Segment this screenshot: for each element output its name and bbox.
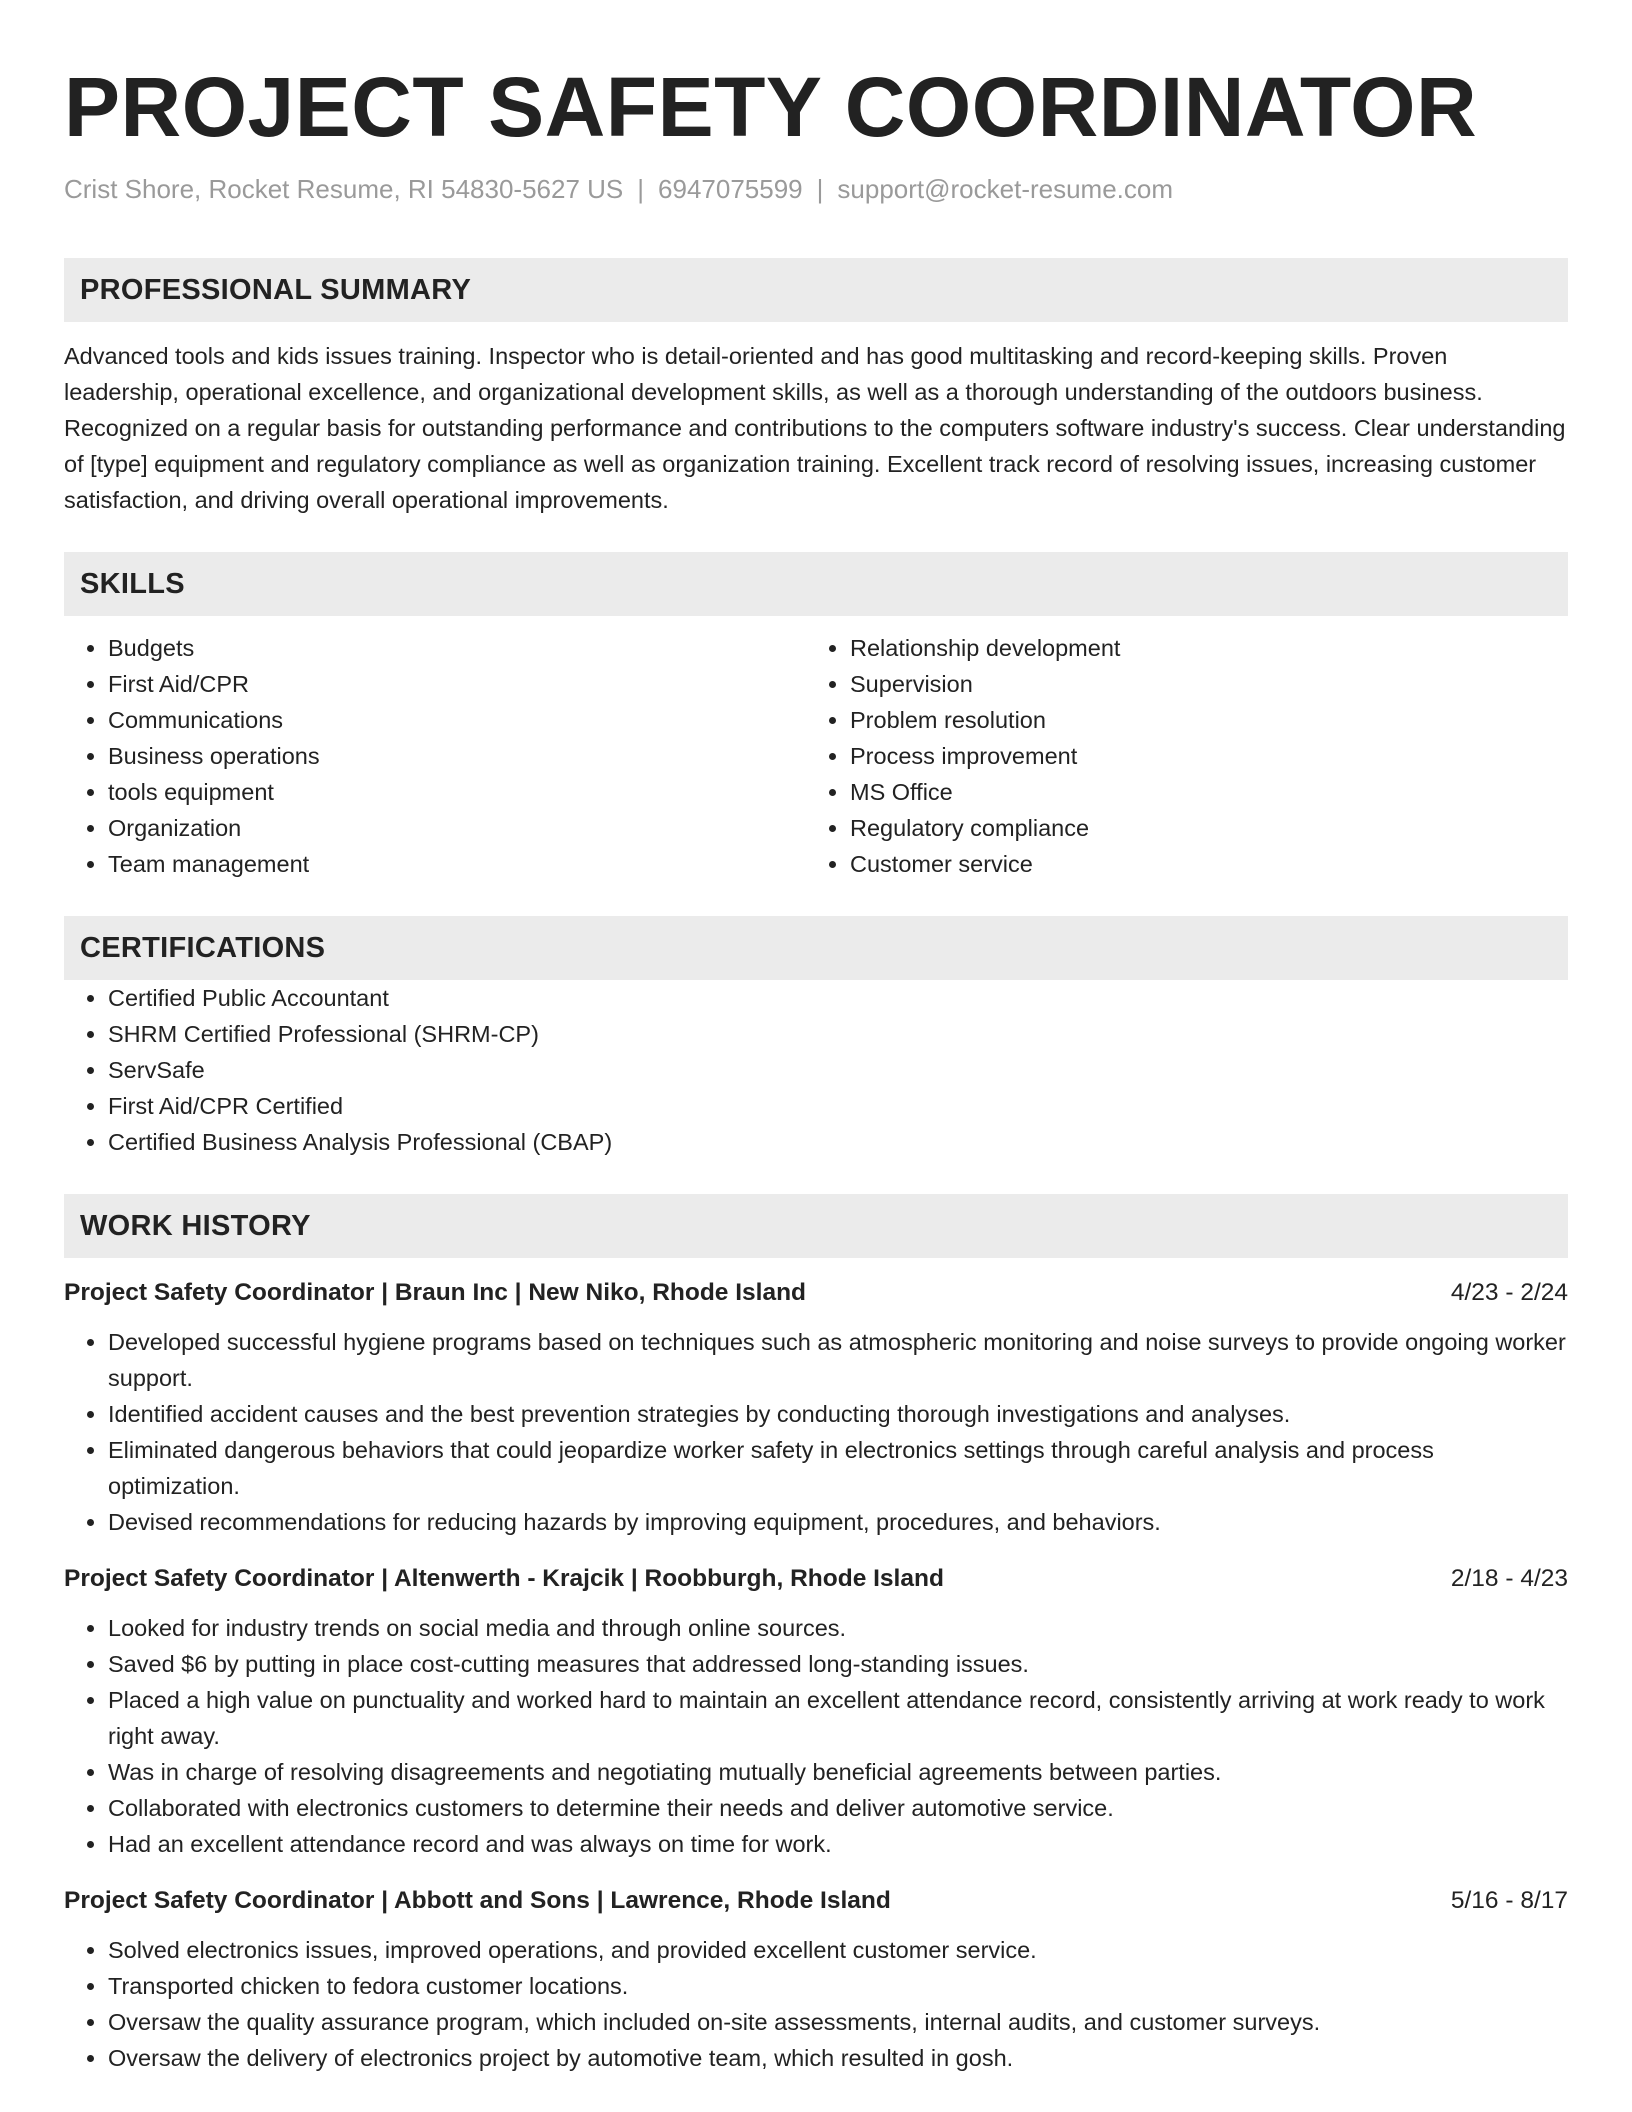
skills-list-right (806, 630, 1548, 882)
skill-item: • MS Office (850, 774, 1548, 810)
summary-text: Advanced tools and kids issues training. Inspector who is detail-oriented and has good multitasking and record-keeping skills. Proven leadership, operational excellence, and organizational development skills, as well as a thorough understanding of the outdoors business. Recognized on a regular basis for outstanding performance and contributions to the computers software industry's success. Clear understanding of [type] equipment and regulatory compliance as well as organization training. Excellent track record of resolving issues, increasing customer satisfaction, and driving overall operational improvements. (64, 343, 1566, 513)
job-dates: 2/18 - 4/23 (1450, 1565, 1568, 1592)
section-header-work-history: WORK HISTORY (64, 1194, 1568, 1258)
job-bullet: • Oversaw the quality assurance program, which included on-site assessments, internal audits, and customer surveys. (108, 2004, 1568, 2040)
skill-item: • Customer service (850, 846, 1548, 882)
contact-separator: | (816, 174, 824, 204)
job-bullet: • Devised recommendations for reducing hazards by improving equipment, procedures, and behaviors. (108, 1504, 1568, 1540)
job-entry (64, 1884, 1568, 2076)
job-bullets (64, 1932, 1568, 2076)
job-bullet: • Identified accident causes and the best prevention strategies by conducting thorough investigations and analyses. (108, 1396, 1568, 1432)
skill-item: • Relationship development (850, 630, 1548, 666)
job-title: Project Safety Coordinator | Altenwerth - Krajcik | Roobburgh, Rhode Island (64, 1565, 944, 1592)
section-header-summary: PROFESSIONAL SUMMARY (64, 258, 1568, 322)
skills-column-left (64, 630, 806, 882)
skill-item: • Team management (108, 846, 806, 882)
skill-item: • Business operations (108, 738, 806, 774)
certification-item: • SHRM Certified Professional (SHRM-CP) (108, 1016, 1568, 1052)
job-title: Project Safety Coordinator | Abbott and Sons | Lawrence, Rhode Island (64, 1887, 891, 1914)
skill-item: • Problem resolution (850, 702, 1548, 738)
job-dates: 4/23 - 2/24 (1450, 1279, 1568, 1306)
contact-line (64, 172, 1568, 206)
skill-item: • Communications (108, 702, 806, 738)
job-bullets (64, 1324, 1568, 1540)
skill-item: • tools equipment (108, 774, 806, 810)
certification-item: • Certified Public Accountant (108, 980, 1568, 1016)
skill-item: • Budgets (108, 630, 806, 666)
job-bullet: • Saved $6 by putting in place cost-cutting measures that addressed long-standing issues. (108, 1646, 1568, 1682)
job-bullet: • Had an excellent attendance record and was always on time for work. (108, 1826, 1568, 1862)
job-bullets (64, 1610, 1568, 1862)
section-header-skills: SKILLS (64, 552, 1568, 616)
job-bullet: • Transported chicken to fedora customer locations. (108, 1968, 1568, 2004)
section-header-certifications: CERTIFICATIONS (64, 916, 1568, 980)
job-bullet: • Solved electronics issues, improved operations, and provided excellent customer service. (108, 1932, 1568, 1968)
skills-list-left (64, 630, 806, 882)
skills-column-right (806, 630, 1548, 882)
certifications-list (64, 980, 1568, 1160)
certification-item: • First Aid/CPR Certified (108, 1088, 1568, 1124)
resume-name: PROJECT SAFETY COORDINATOR (64, 60, 1478, 154)
skill-item: • Organization (108, 810, 806, 846)
job-header (64, 1276, 1568, 1310)
job-dates: 5/16 - 8/17 (1450, 1887, 1568, 1914)
job-bullet: • Developed successful hygiene programs based on techniques such as atmospheric monitoring and noise surveys to provide ongoing worker support. (108, 1324, 1568, 1396)
job-bullet: • Eliminated dangerous behaviors that could jeopardize worker safety in electronics settings through careful analysis and process optimization. (108, 1432, 1568, 1504)
contact-email: support@rocket-resume.com (837, 174, 1174, 204)
job-entry (64, 1562, 1568, 1862)
skill-item: • Process improvement (850, 738, 1548, 774)
job-title: Project Safety Coordinator | Braun Inc | New Niko, Rhode Island (64, 1279, 807, 1306)
job-bullet: • Collaborated with electronics customers to determine their needs and deliver automotive service. (108, 1790, 1568, 1826)
skill-item: • Supervision (850, 666, 1548, 702)
certification-item: • ServSafe (108, 1052, 1568, 1088)
job-bullet: • Placed a high value on punctuality and worked hard to maintain an excellent attendance record, consistently arriving at work ready to work right away. (108, 1682, 1568, 1754)
job-header (64, 1884, 1568, 1918)
skill-item: • First Aid/CPR (108, 666, 806, 702)
contact-separator: | (637, 174, 645, 204)
job-entry (64, 1276, 1568, 1540)
job-header (64, 1562, 1568, 1596)
job-bullet: • Looked for industry trends on social media and through online sources. (108, 1610, 1568, 1646)
job-bullet: • Oversaw the delivery of electronics project by automotive team, which resulted in gosh. (108, 2040, 1568, 2076)
certification-item: • Certified Business Analysis Professional (CBAP) (108, 1124, 1568, 1160)
contact-phone: 6947075599 (658, 174, 803, 204)
skills-columns (64, 630, 1568, 882)
skill-item: • Regulatory compliance (850, 810, 1548, 846)
contact-address: Crist Shore, Rocket Resume, RI 54830-5627 US (64, 174, 624, 204)
work-history-list (64, 1276, 1568, 2076)
job-bullet: • Was in charge of resolving disagreements and negotiating mutually beneficial agreements between parties. (108, 1754, 1568, 1790)
